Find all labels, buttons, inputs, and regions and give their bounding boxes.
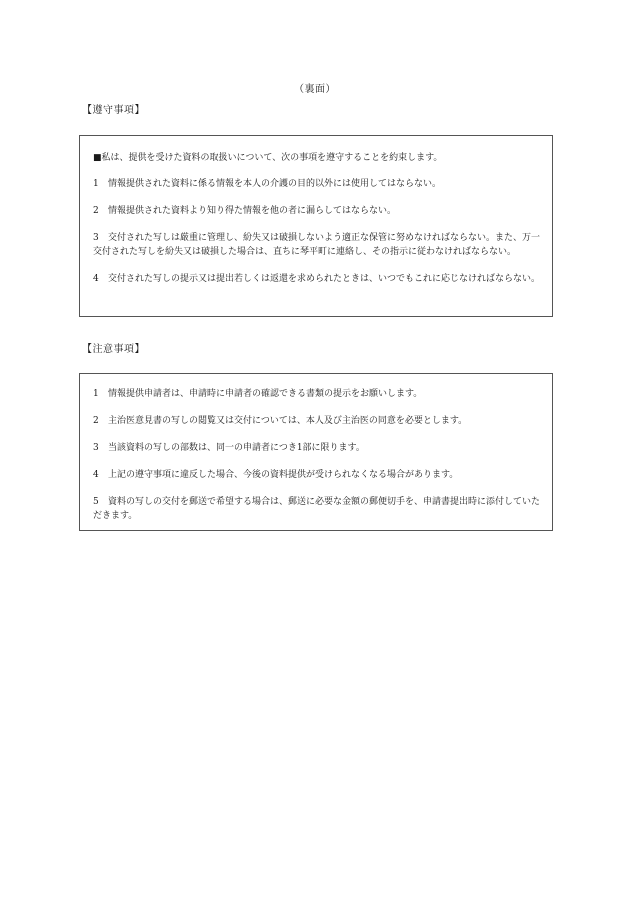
notes-item xyxy=(93,414,544,428)
notes-item xyxy=(93,387,544,401)
item-text: 資料の写しの交付を郵送で希望する場合は、郵送に必要な金額の郵便切手を、申請書提出時に添付していただきます。 xyxy=(93,497,541,521)
item-number: 3 xyxy=(93,443,99,453)
notes-item xyxy=(93,495,544,523)
item-number: 5 xyxy=(93,497,99,507)
item-text: 交付された写しは厳重に管理し、紛失又は破損しないよう適正な保管に努めなければならない。また、万一交付された写しを紛失又は破損した場合は、直ちに琴平町に連絡し、その指示に従わなければならない。 xyxy=(93,233,541,257)
notes-box xyxy=(79,373,553,531)
item-text: 上記の遵守事項に違反した場合、今後の資料提供が受けられなくなる場合があります。 xyxy=(108,470,459,480)
compliance-item xyxy=(93,204,544,218)
page-heading: （裏面） xyxy=(294,84,336,95)
notes-item xyxy=(93,441,544,455)
item-number: 4 xyxy=(93,470,99,480)
item-number: 2 xyxy=(93,206,99,216)
item-text: 情報提供申請者は、申請時に申請者の確認できる書類の提示をお願いします。 xyxy=(108,389,423,399)
item-number: 2 xyxy=(93,416,99,426)
notes-section-title: 【注意事項】 xyxy=(82,344,145,355)
compliance-item xyxy=(93,231,544,259)
compliance-section-title: 【遵守事項】 xyxy=(82,105,145,116)
compliance-box xyxy=(79,135,553,317)
item-text: 主治医意見書の写しの閲覧又は交付については、本人及び主治医の同意を必要とします。 xyxy=(108,416,468,426)
item-text: 交付された写しの提示又は提出若しくは返還を求められたときは、いつでもこれに応じなければならない。 xyxy=(108,274,541,284)
item-number: 1 xyxy=(93,389,99,399)
item-text: 当該資料の写しの部数は、同一の申請者につき1部に限ります。 xyxy=(108,443,365,453)
item-number: 1 xyxy=(93,179,99,189)
compliance-item xyxy=(93,272,544,286)
notes-item xyxy=(93,468,544,482)
item-number: 3 xyxy=(93,233,99,243)
item-text: 情報提供された資料に係る情報を本人の介護の目的以外には使用してはならない。 xyxy=(108,179,442,189)
item-text: 情報提供された資料より知り得た情報を他の者に漏らしてはならない。 xyxy=(108,206,397,216)
compliance-intro: ■私は、提供を受けた資料の取扱いについて、次の事項を遵守することを約束します。 xyxy=(93,153,443,163)
compliance-item xyxy=(93,177,544,191)
item-number: 4 xyxy=(93,274,99,284)
